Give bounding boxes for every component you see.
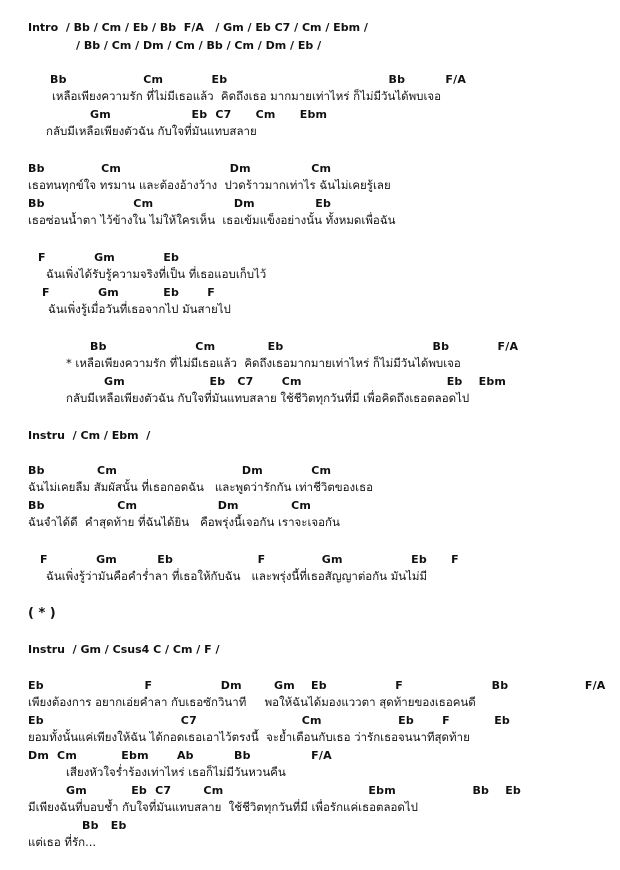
chord-line: Gm Eb C7 Cm Ebm	[90, 108, 328, 121]
chord-line: Bb Cm Dm Cm	[28, 162, 332, 175]
lyric-line: เธอทนทุกข์ใจ ทรมาน และต้องอ้างว้าง ปวดร้าวมากเท่าไร ฉันไม่เคยรู้เลย	[28, 178, 391, 192]
chord-line: Gm Eb C7 Cm Ebm Bb Eb	[66, 784, 522, 797]
chord-line: Eb C7 Cm Eb F Eb	[28, 714, 511, 727]
chord-line: Gm Eb C7 Cm Eb Ebm	[104, 375, 507, 388]
chord-line: Bb Cm Eb Bb F/A	[50, 73, 467, 86]
lyric-line: กลับมีเหลือเพียงตัวฉัน กับใจที่มันแทบสลาย ใช้ชีวิตทุกวันที่มี เพื่อคิดถึงเธอตลอดไป	[66, 391, 470, 405]
lyric-line: ยอมทั้งนั้นแค่เพียงให้ฉัน ได้กอดเธอเอาไว้ตรงนี้ จะย้ำเตือนกับเธอ ว่ารักเธอจนนาทีสุดท้าย	[28, 730, 470, 744]
chord-line: Bb Cm Dm Cm	[28, 464, 332, 477]
chord-line: Bb Cm Eb Bb F/A	[90, 340, 519, 353]
chord-line: F Gm Eb F	[42, 286, 215, 299]
lyric-line: ฉันเพิ่งรู้ว่ามันคือคำร่ำลา ที่เธอให้กับฉัน และพรุ่งนี้ที่เธอสัญญาต่อกัน มันไม่มี	[46, 569, 428, 583]
instru-line-1: Instru / Cm / Ebm /	[28, 429, 151, 442]
chord-line: Eb F Dm Gm Eb F Bb F/A	[28, 679, 606, 692]
lyric-line: เพียงต้องการ อยากเอ่ยคำลา กับเธอซักวินาที พอให้ฉันได้มองแววตา สุดท้ายของเธอคนดี	[28, 695, 476, 709]
chord-line: Bb Cm Dm Eb	[28, 197, 332, 210]
lyric-line: มีเพียงฉันที่บอบช้ำ กับใจที่มันแทบสลาย ใช้ชีวิตทุกวันที่มี เพื่อรักแค่เธอตลอดไป	[28, 800, 418, 814]
lyric-line: กลับมีเหลือเพียงตัวฉัน กับใจที่มันแทบสลาย	[46, 124, 257, 138]
lyric-line: ฉันจำได้ดี คำสุดท้าย ที่ฉันได้ยิน คือพรุ่งนี้เจอกัน เราจะเจอกัน	[28, 515, 340, 529]
lyric-line: ฉันไม่เคยลืม สัมผัสนั้น ที่เธอกอดฉัน และพูดว่ารักกัน เท่าชีวิตของเธอ	[28, 480, 374, 494]
intro-line-1: Intro / Bb / Cm / Eb / Bb F/A / Gm / Eb C7 / Cm / Ebm /	[28, 21, 368, 34]
instru-line-2: Instru / Gm / Csus4 C / Cm / F /	[28, 643, 220, 656]
lyric-line: แต่เธอ ที่รัก...	[28, 835, 97, 849]
lyric-line: เธอซ่อนน้ำตา ไว้ข้างใน ไม่ให้ใครเห็น เธอเข้มแข็งอย่างนั้น ทั้งหมดเพื่อฉัน	[28, 213, 396, 227]
lyric-line: เหลือเพียงความรัก ที่ไม่มีเธอแล้ว คิดถึงเธอ มากมายเท่าไหร่ ก็ไม่มีวันได้พบเจอ	[52, 89, 442, 103]
intro-line-2: / Bb / Cm / Dm / Cm / Bb / Cm / Dm / Eb /	[76, 39, 322, 52]
chord-line: Dm Cm Ebm Ab Bb F/A	[28, 749, 332, 762]
chord-line: F Gm Eb F Gm Eb F	[40, 553, 459, 566]
lyric-line: ฉันเพิ่งได้รับรู้ความจริงที่เป็น ที่เธอแอบเก็บไว้	[46, 267, 267, 281]
chord-line: Bb Eb	[82, 819, 127, 832]
chord-line: Bb Cm Dm Cm	[28, 499, 312, 512]
lyric-line: * เหลือเพียงความรัก ที่ไม่มีเธอแล้ว คิดถึงเธอมากมายเท่าไหร่ ก็ไม่มีวันได้พบเจอ	[66, 356, 461, 370]
lyric-line: เสียงหัวใจร่ำร้องเท่าไหร่ เธอก็ไม่มีวันหวนคืน	[66, 765, 286, 779]
chord-line: F Gm Eb	[38, 251, 180, 264]
lyric-line: ฉันเพิ่งรู้เมื่อวันที่เธอจากไป มันสายไป	[48, 302, 231, 316]
repeat-chorus-marker: ( * )	[28, 606, 56, 621]
